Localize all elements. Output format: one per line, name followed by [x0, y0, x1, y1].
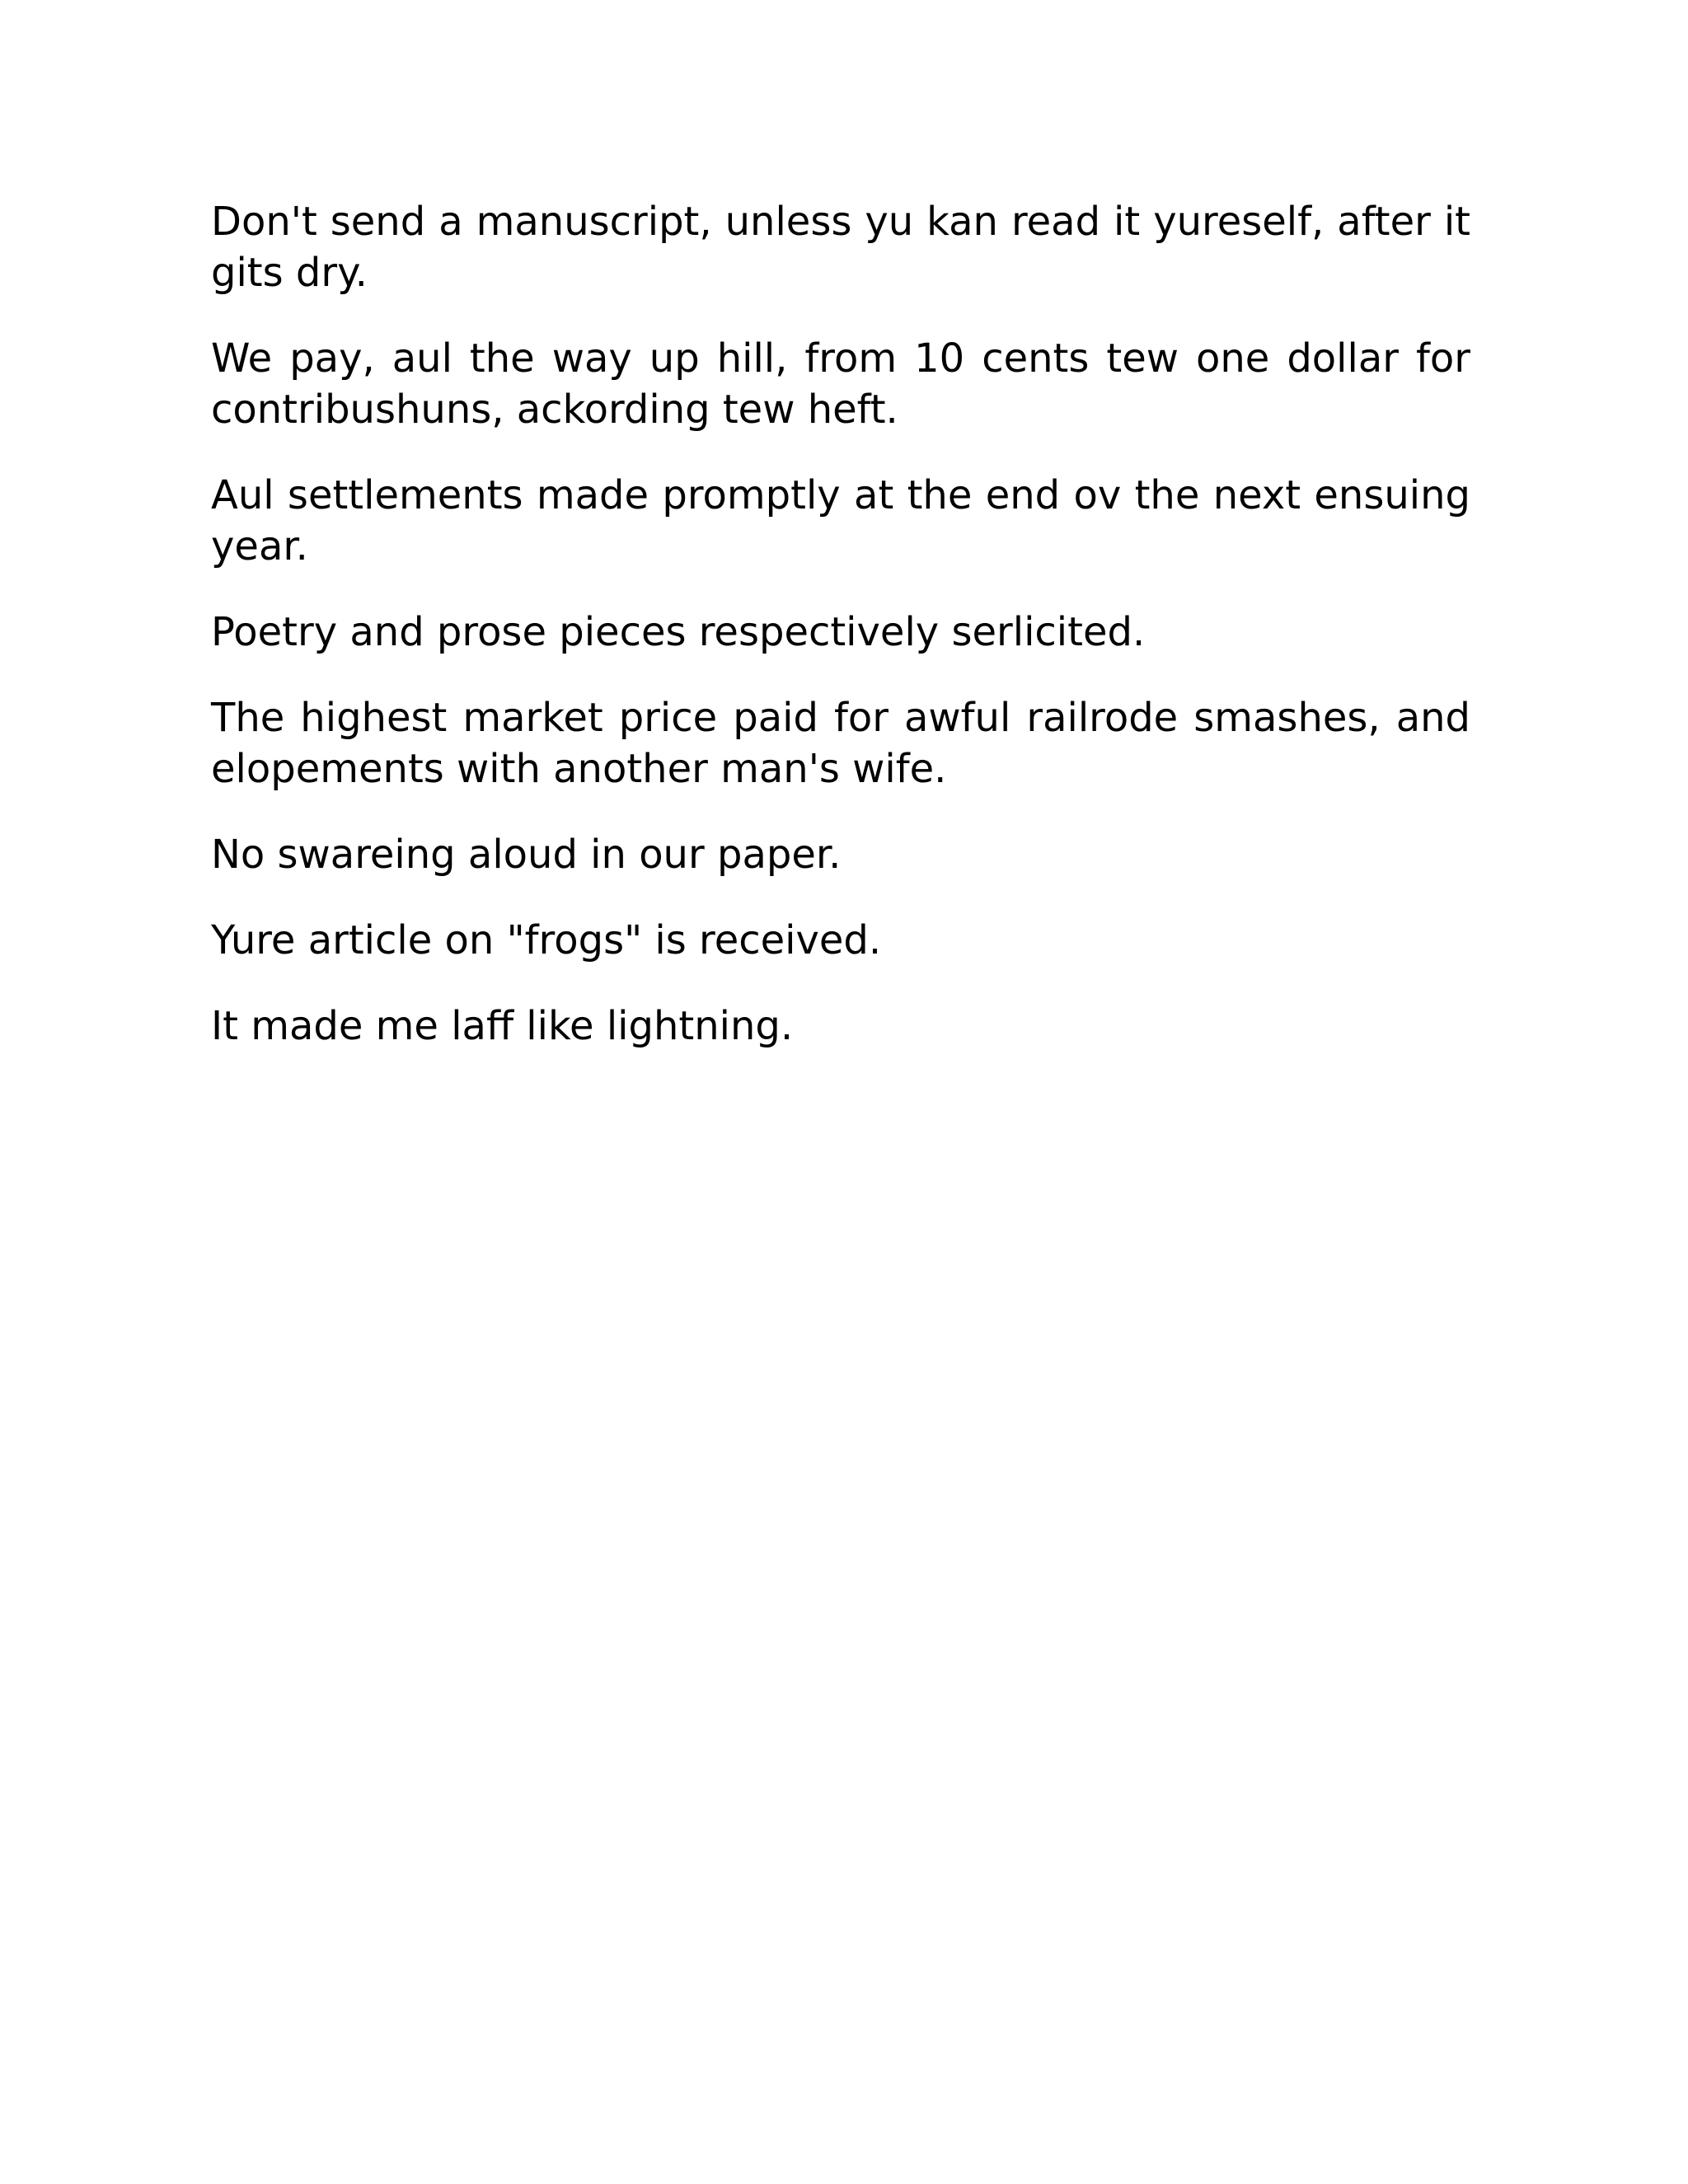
paragraph-swearing: No swareing aloud in our paper.	[211, 832, 842, 878]
paragraph-frogs: Yure article on "frogs" is received.	[211, 917, 882, 963]
paragraph-manuscript: Don't send a manuscript, unless yu kan read it yureself, after it gits dry.	[211, 199, 1470, 296]
paragraph-market-price: The highest market price paid for awful railrode smashes, and elopements with another man's wife.	[211, 695, 1470, 792]
paragraph-poetry: Poetry and prose pieces respectively serlicited.	[211, 609, 1146, 655]
paragraph-settlements: Aul settlements made promptly at the end ov the next ensuing year.	[211, 472, 1470, 569]
paragraph-payment: We pay, aul the way up hill, from 10 cents tew one dollar for contribushuns, ackording tew heft.	[211, 335, 1470, 433]
document-body	[211, 196, 1470, 1086]
paragraph-laff: It made me laff like lightning.	[211, 1003, 794, 1049]
